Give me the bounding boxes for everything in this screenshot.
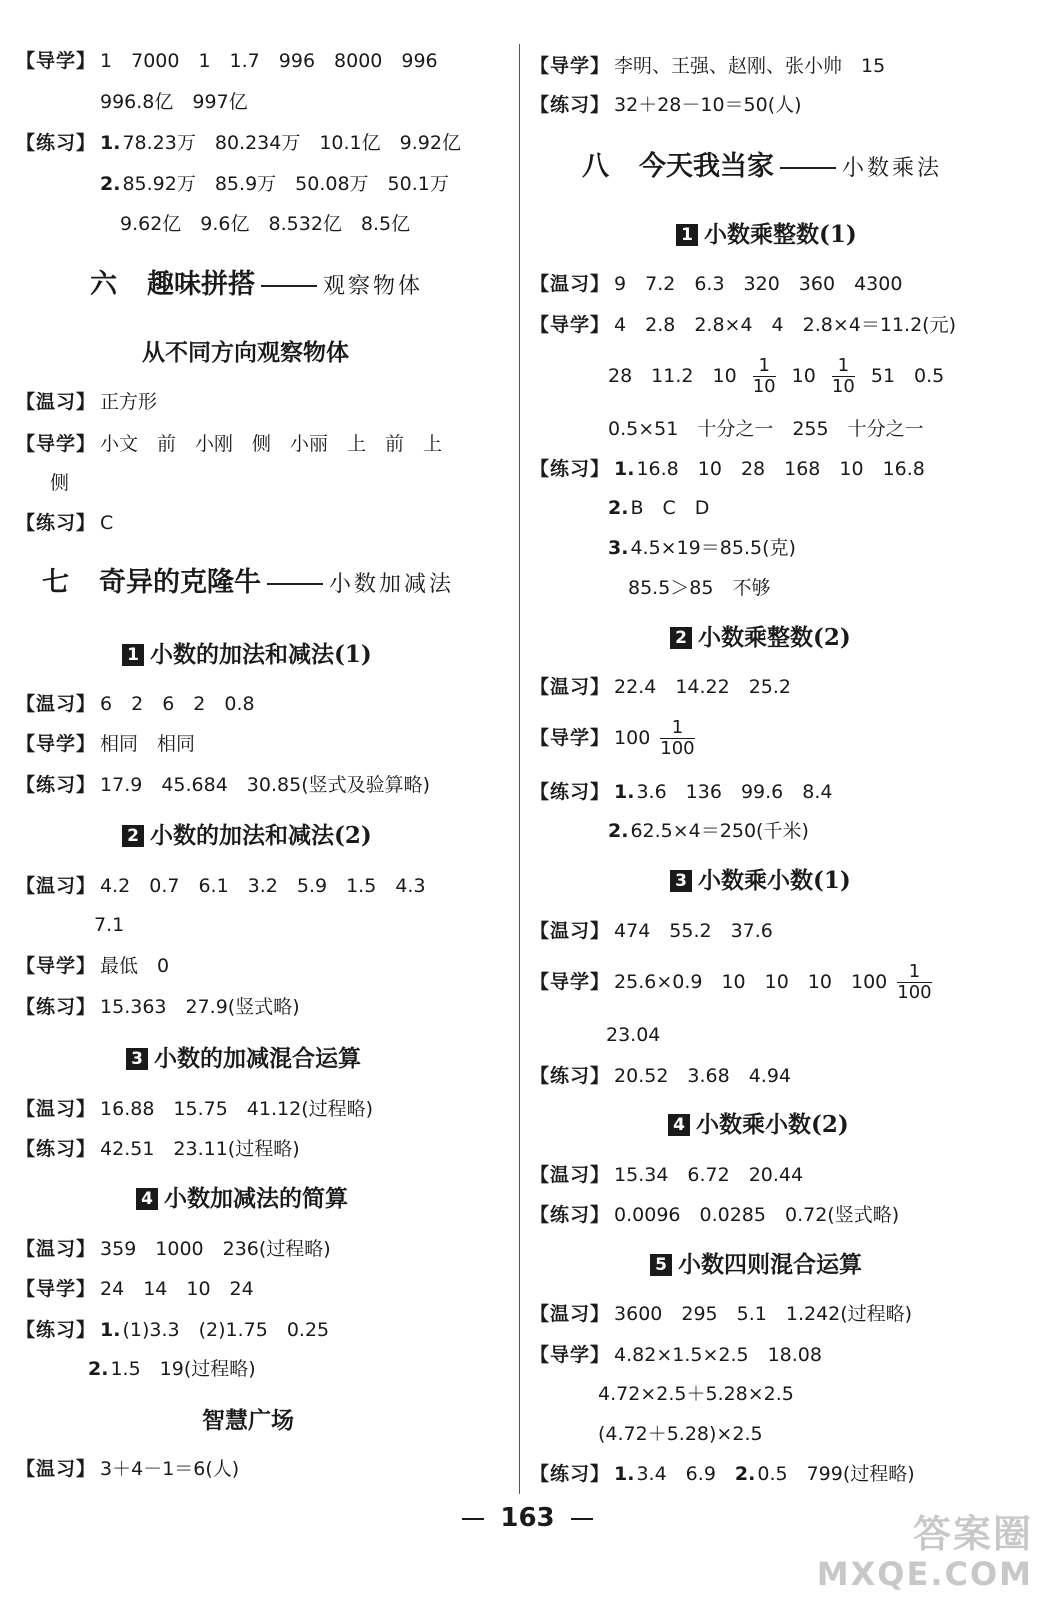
answer-line	[16, 953, 169, 979]
answer-text: 23.04	[606, 1024, 661, 1046]
fraction-denominator: 10	[752, 376, 776, 397]
answer-text: B C D	[630, 497, 710, 519]
chapter-title: 趣味拼搭	[147, 269, 255, 300]
answer-line	[16, 1236, 331, 1262]
section-heading	[670, 866, 851, 896]
answer-text: 0.5×51 十分之一 255 十分之一	[608, 418, 924, 440]
answer-text: 32＋28－10＝50(人)	[614, 94, 802, 116]
answer-line	[16, 431, 442, 457]
label-review: 【温习】	[530, 676, 611, 698]
label-guide: 【导学】	[16, 955, 97, 977]
label-practice: 【练习】	[16, 996, 97, 1018]
section-heading	[142, 338, 349, 368]
chapter-heading	[42, 566, 454, 602]
label-guide: 【导学】	[530, 971, 611, 993]
answer-line	[16, 1136, 300, 1162]
label-practice: 【练习】	[530, 94, 611, 116]
item-number: 2.	[608, 497, 629, 519]
answer-text: 3.4 6.9	[636, 1463, 735, 1485]
answer-line	[608, 354, 944, 398]
answer-line	[16, 994, 300, 1020]
answer-text: 3＋4－1＝6(人)	[100, 1458, 240, 1480]
answer-text: 15.363 27.9(竖式略)	[100, 996, 300, 1018]
answer-text: 474 55.2 37.6	[614, 920, 773, 942]
section-number-badge: 2	[670, 627, 692, 649]
answer-text: 62.5×4＝250(千米)	[630, 820, 809, 842]
chapter-title: 今天我当家	[639, 151, 774, 182]
answer-line	[608, 535, 796, 561]
answer-line	[16, 1096, 373, 1122]
answer-text: 4.82×1.5×2.5 18.08	[614, 1344, 822, 1366]
item-number: 1.	[100, 132, 121, 154]
answer-line	[530, 1202, 899, 1228]
answer-line	[530, 960, 942, 1004]
section-heading	[668, 1110, 849, 1140]
answer-line	[530, 1162, 803, 1188]
item-number: 1.	[614, 781, 635, 803]
answer-line	[628, 575, 770, 601]
answer-line	[16, 691, 255, 717]
answer-text: 78.23万 80.234万 10.1亿 9.92亿	[122, 132, 461, 154]
section-number-badge: 2	[122, 825, 144, 847]
answer-text: 最低 0	[100, 955, 170, 977]
section-heading	[136, 1184, 348, 1214]
answer-text: (1)3.3 (2)1.75 0.25	[122, 1319, 330, 1341]
answer-line	[16, 389, 157, 415]
title-dash	[261, 285, 317, 287]
chapter-number: 七	[42, 567, 69, 598]
label-guide: 【导学】	[530, 1344, 611, 1366]
answer-text: 0.0096 0.0285 0.72(竖式略)	[614, 1204, 900, 1226]
section-title: 小数的加法和减法(1)	[150, 641, 372, 668]
answer-text: 42.51 23.11(过程略)	[100, 1138, 300, 1160]
answer-text: 100	[614, 727, 651, 749]
answer-text: 9 7.2 6.3 320 360 4300	[614, 273, 903, 295]
answer-text: 6 2 6 2 0.8	[100, 693, 255, 715]
answer-text: 16.88 15.75 41.12(过程略)	[100, 1098, 374, 1120]
section-title: 小数乘整数(2)	[698, 624, 851, 651]
answer-line	[16, 1317, 329, 1343]
answer-line	[16, 48, 438, 74]
chapter-number: 八	[582, 151, 609, 182]
item-number: 1.	[614, 458, 635, 480]
answer-line	[16, 772, 430, 798]
answer-text: 51 0.5	[870, 365, 945, 387]
answer-text: 1.5 19(过程略)	[110, 1358, 256, 1380]
section-number-badge: 3	[126, 1048, 148, 1070]
page-number: 163	[500, 1503, 555, 1533]
chapter-subtitle: 观察物体	[323, 274, 424, 299]
chapter-number: 六	[90, 269, 117, 300]
item-number: 2.	[734, 1463, 756, 1485]
fraction-denominator: 100	[660, 738, 695, 759]
section-title: 从不同方向观察物体	[142, 339, 349, 366]
item-number: 2.	[88, 1358, 109, 1380]
answer-line	[530, 1301, 912, 1327]
label-guide: 【导学】	[530, 314, 611, 336]
label-review: 【温习】	[530, 1164, 611, 1186]
label-practice: 【练习】	[530, 458, 611, 480]
fraction-numerator: 1	[908, 961, 921, 982]
section-title: 小数的加减混合运算	[154, 1045, 361, 1072]
answer-line	[530, 271, 902, 297]
watermark-url: MXQE.COM	[816, 1555, 1033, 1593]
label-review: 【温习】	[16, 391, 97, 413]
answer-line	[530, 92, 802, 118]
answer-line	[598, 1421, 763, 1447]
title-dash	[780, 167, 836, 169]
answer-line	[100, 171, 449, 197]
title-dash	[267, 583, 323, 585]
section-title: 小数乘小数(1)	[698, 867, 851, 894]
label-guide: 【导学】	[530, 727, 611, 749]
section-heading	[122, 821, 372, 851]
item-number: 2.	[608, 820, 629, 842]
answer-text: 28 11.2 10	[608, 365, 737, 387]
section-title: 小数四则混合运算	[678, 1251, 862, 1278]
answer-text: 小文 前 小刚 侧 小丽 上 前 上	[100, 433, 443, 455]
section-title: 小数的加法和减法(2)	[150, 822, 372, 849]
answer-line	[530, 456, 925, 482]
label-practice: 【练习】	[530, 1463, 611, 1485]
label-practice: 【练习】	[16, 774, 97, 796]
answer-text: 4.2 0.7 6.1 3.2 5.9 1.5 4.3	[100, 875, 426, 897]
answer-text: 10	[791, 365, 816, 387]
fraction-denominator: 10	[831, 376, 855, 397]
chapter-subtitle: 小数加减法	[329, 572, 455, 597]
section-heading	[650, 1250, 862, 1280]
answer-text: 9.62亿 9.6亿 8.532亿 8.5亿	[120, 213, 411, 235]
label-review: 【温习】	[16, 1098, 97, 1120]
fraction-denominator: 100	[897, 982, 932, 1003]
chapter-heading	[90, 268, 423, 304]
watermark	[817, 1514, 1033, 1594]
label-review: 【温习】	[16, 875, 97, 897]
label-guide: 【导学】	[16, 733, 97, 755]
label-review: 【温习】	[530, 1303, 611, 1325]
label-review: 【温习】	[530, 273, 611, 295]
section-heading	[126, 1044, 361, 1074]
label-practice: 【练习】	[530, 781, 611, 803]
chapter-heading	[582, 150, 942, 186]
fraction	[897, 962, 931, 1003]
answer-text: 17.9 45.684 30.85(竖式及验算略)	[100, 774, 431, 796]
watermark-text: 答案圈	[912, 1512, 1033, 1556]
label-guide: 【导学】	[16, 1278, 97, 1300]
answer-text: 24 14 10 24	[100, 1278, 254, 1300]
answer-text: 22.4 14.22 25.2	[614, 676, 792, 698]
answer-line	[16, 510, 113, 536]
fraction	[660, 718, 694, 759]
answer-line	[530, 716, 705, 760]
section-number-badge: 1	[676, 224, 698, 246]
section-heading	[122, 640, 372, 670]
answer-text: 16.8 10 28 168 10 16.8	[636, 458, 925, 480]
section-title: 小数乘整数(1)	[704, 221, 857, 248]
item-number: 1.	[614, 1463, 635, 1485]
section-title: 小数乘小数(2)	[696, 1111, 849, 1138]
answer-text: 15.34 6.72 20.44	[614, 1164, 804, 1186]
answer-text: 4 2.8 2.8×4 4 2.8×4＝11.2(元)	[614, 314, 956, 336]
answer-text: C	[100, 512, 114, 534]
section-number-badge: 3	[670, 870, 692, 892]
label-guide: 【导学】	[530, 55, 611, 77]
fraction-numerator: 1	[758, 355, 770, 376]
answer-text: 侧	[50, 472, 70, 494]
footer-dash	[462, 1518, 484, 1520]
section-title: 智慧广场	[202, 1407, 294, 1434]
answer-line	[530, 1063, 791, 1089]
answer-line	[16, 130, 461, 156]
chapter-title: 奇异的克隆牛	[99, 567, 261, 598]
answer-text: 相同 相同	[100, 733, 196, 755]
section-heading	[202, 1406, 294, 1436]
label-review: 【温习】	[530, 920, 611, 942]
answer-line	[94, 912, 124, 938]
label-practice: 【练习】	[530, 1065, 611, 1087]
answer-text: 85.92万 85.9万 50.08万 50.1万	[122, 173, 449, 195]
answer-line	[530, 779, 832, 805]
label-practice: 【练习】	[530, 1204, 611, 1226]
answer-text: (4.72＋5.28)×2.5	[598, 1423, 763, 1445]
answer-line	[530, 1461, 915, 1487]
answer-text: 20.52 3.68 4.94	[614, 1065, 792, 1087]
chapter-subtitle: 小数乘法	[842, 156, 943, 181]
section-number-badge: 1	[122, 644, 144, 666]
item-number: 2.	[100, 173, 121, 195]
label-guide: 【导学】	[16, 433, 97, 455]
label-review: 【温习】	[16, 1458, 97, 1480]
section-heading	[676, 220, 857, 250]
section-heading	[670, 623, 851, 653]
section-number-badge: 5	[650, 1254, 672, 1276]
fraction-numerator: 1	[671, 717, 684, 738]
answer-line	[530, 918, 773, 944]
section-title: 小数加减法的简算	[164, 1185, 348, 1212]
fraction	[753, 356, 776, 397]
answer-line	[608, 495, 709, 521]
answer-line	[50, 470, 69, 496]
label-practice: 【练习】	[16, 1138, 97, 1160]
answer-text: 7.1	[94, 914, 125, 936]
label-practice: 【练习】	[16, 1319, 97, 1341]
answer-line	[606, 1022, 660, 1048]
column-divider	[519, 44, 520, 1494]
answer-text: 4.72×2.5＋5.28×2.5	[598, 1383, 794, 1405]
answer-text: 0.5 799(过程略)	[757, 1463, 915, 1485]
answer-text: 996.8亿 997亿	[100, 91, 248, 113]
answer-line	[88, 1356, 256, 1382]
answer-line	[16, 873, 426, 899]
answer-line	[530, 53, 885, 79]
answer-text: 25.6×0.9 10 10 10 100	[614, 971, 888, 993]
answer-text: 1 7000 1 1.7 996 8000 996	[100, 50, 438, 72]
answer-line	[608, 818, 809, 844]
answer-line	[16, 1276, 254, 1302]
answer-text: 4.5×19＝85.5(克)	[630, 537, 796, 559]
answer-line	[598, 1381, 794, 1407]
section-number-badge: 4	[136, 1188, 158, 1210]
label-practice: 【练习】	[16, 512, 97, 534]
answer-line	[120, 211, 410, 237]
label-review: 【温习】	[16, 693, 97, 715]
item-number: 3.	[608, 537, 629, 559]
item-number: 1.	[100, 1319, 121, 1341]
answer-text: 正方形	[100, 391, 158, 413]
fraction	[832, 356, 855, 397]
answer-line	[16, 1456, 239, 1482]
answer-text: 85.5＞85 不够	[628, 577, 771, 599]
label-review: 【温习】	[16, 1238, 97, 1260]
answer-line	[530, 674, 791, 700]
footer-dash	[571, 1518, 593, 1520]
section-number-badge: 4	[668, 1114, 690, 1136]
fraction-numerator: 1	[837, 355, 850, 376]
answer-text: 3600 295 5.1 1.242(过程略)	[614, 1303, 913, 1325]
answer-line	[100, 89, 248, 115]
answer-line	[530, 1342, 822, 1368]
label-practice: 【练习】	[16, 132, 97, 154]
label-guide: 【导学】	[16, 50, 97, 72]
answer-line	[16, 731, 195, 757]
answer-text: 3.6 136 99.6 8.4	[636, 781, 833, 803]
answer-line	[530, 312, 956, 338]
answer-text: 359 1000 236(过程略)	[100, 1238, 331, 1260]
answer-line	[608, 416, 924, 442]
answer-text: 李明、王强、赵刚、张小帅 15	[614, 55, 886, 77]
